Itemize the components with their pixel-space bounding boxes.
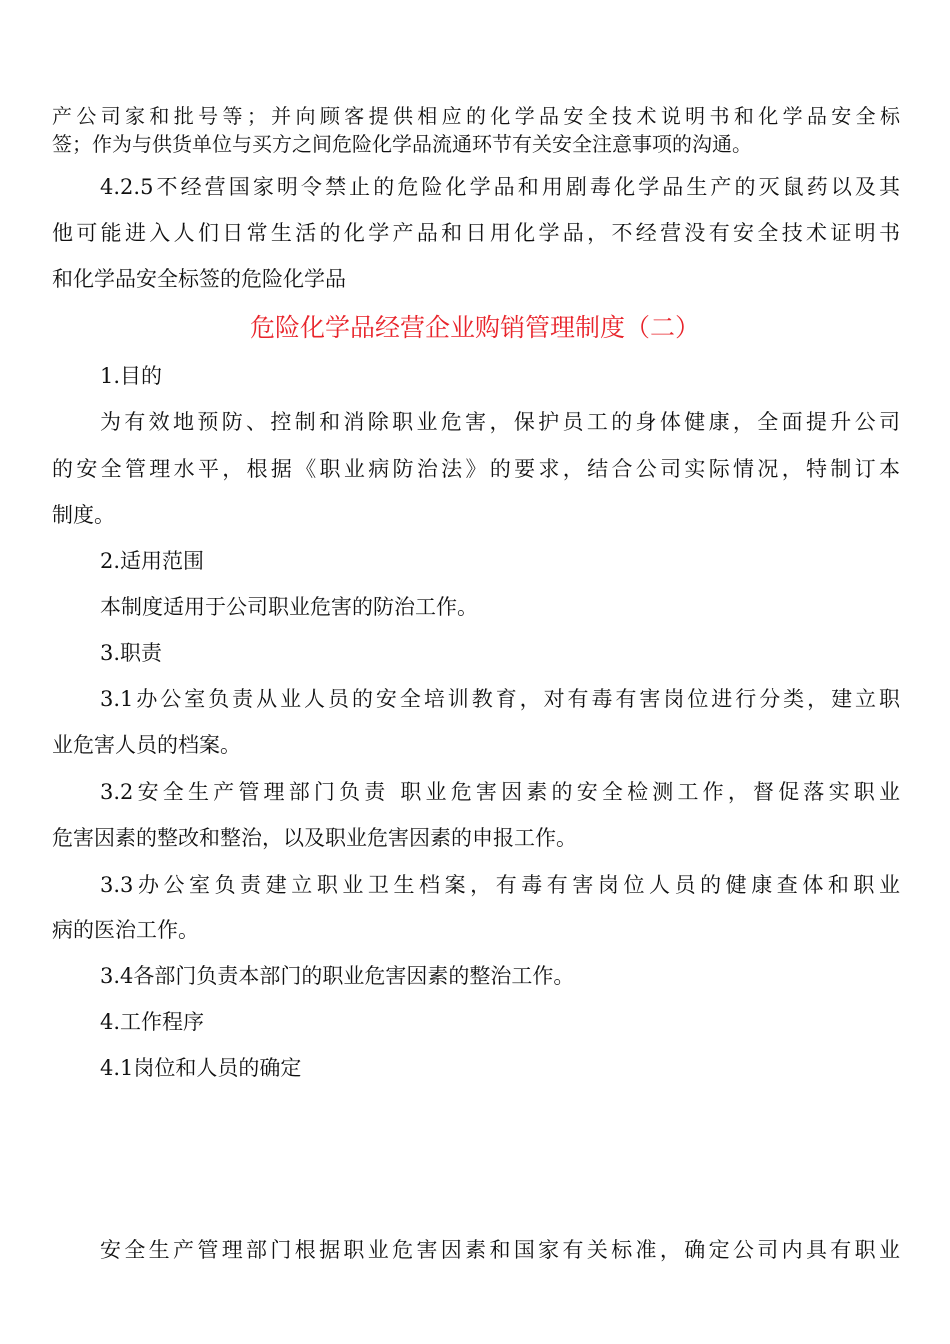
item-4-2-5-line-2: 他可能进入人们日常生活的化学产品和日用化学品，不经营没有安全技术证明书 bbox=[52, 221, 900, 245]
section-1-line-2: 的安全管理水平，根据《职业病防治法》的要求，结合公司实际情况，特制订本 bbox=[52, 457, 900, 481]
item-4-1: 4.1岗位和人员的确定 bbox=[100, 1056, 302, 1080]
section-2-body: 本制度适用于公司职业危害的防治工作。 bbox=[100, 595, 478, 619]
item-4-2-5-line-3: 和化学品安全标签的危险化学品 bbox=[52, 267, 346, 291]
item-3-4: 3.4各部门负责本部门的职业危害因素的整治工作。 bbox=[100, 964, 575, 988]
item-3-2-line-1: 3.2安全生产管理部门负责 职业危害因素的安全检测工作，督促落实职业 bbox=[100, 780, 900, 804]
section-4-bottom-line: 安全生产管理部门根据职业危害因素和国家有关标准，确定公司内具有职业 bbox=[100, 1238, 900, 1262]
item-3-1-line-1: 3.1办公室负责从业人员的安全培训教育，对有毒有害岗位进行分类，建立职 bbox=[100, 687, 900, 711]
section-2-heading: 2.适用范围 bbox=[100, 549, 205, 573]
top-paragraph-line-1: 产公司家和批号等；并向顾客提供相应的化学品安全技术说明书和化学品安全标 bbox=[52, 104, 900, 128]
section-1-line-3: 制度。 bbox=[52, 503, 115, 527]
item-3-3-line-1: 3.3办公室负责建立职业卫生档案，有毒有害岗位人员的健康查体和职业 bbox=[100, 873, 900, 897]
item-3-2-line-2: 危害因素的整改和整治，以及职业危害因素的申报工作。 bbox=[52, 826, 577, 850]
top-paragraph-line-2: 签；作为与供货单位与买方之间危险化学品流通环节有关安全注意事项的沟通。 bbox=[52, 132, 752, 156]
section-1-line-1: 为有效地预防、控制和消除职业危害，保护员工的身体健康，全面提升公司 bbox=[100, 410, 900, 434]
document-title: 危险化学品经营企业购销管理制度（二） bbox=[249, 313, 700, 342]
item-4-2-5-line-1: 4.2.5不经营国家明令禁止的危险化学品和用剧毒化学品生产的灭鼠药以及其 bbox=[100, 175, 900, 199]
item-3-1-line-2: 业危害人员的档案。 bbox=[52, 733, 241, 757]
item-3-3-line-2: 病的医治工作。 bbox=[52, 918, 199, 942]
section-4-heading: 4.工作程序 bbox=[100, 1010, 205, 1034]
section-1-heading: 1.目的 bbox=[100, 364, 163, 388]
section-3-heading: 3.职责 bbox=[100, 641, 163, 665]
